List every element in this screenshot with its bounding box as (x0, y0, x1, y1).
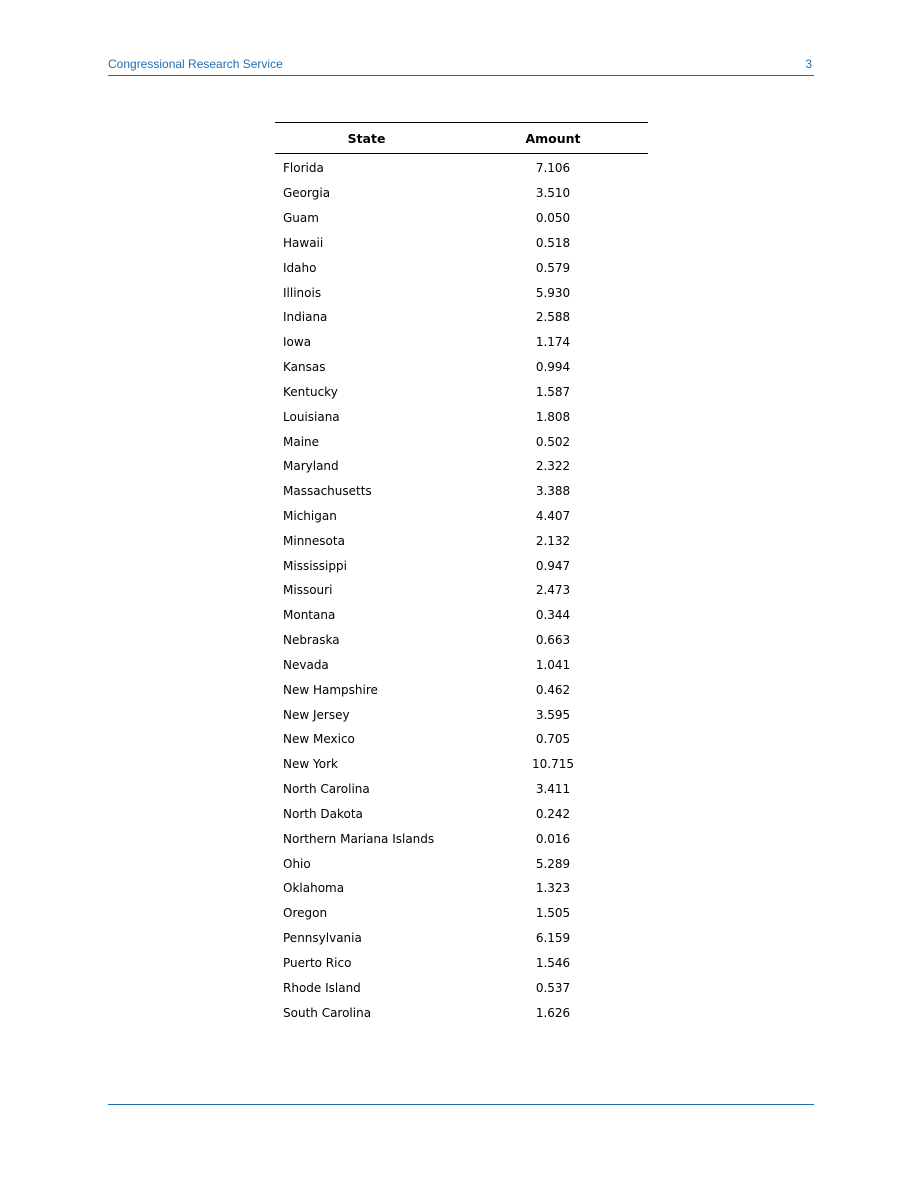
state-cell: Illinois (283, 285, 322, 300)
state-cell: New York (283, 757, 338, 772)
table-row (275, 677, 648, 702)
table-row (275, 752, 648, 777)
table-row (275, 504, 648, 529)
table-row (275, 379, 648, 404)
amount-cell: 3.510 (535, 186, 571, 201)
state-amount-table (275, 122, 648, 1025)
amount-cell: 2.588 (535, 310, 571, 325)
table-row (275, 951, 648, 976)
state-amount-table-container (275, 122, 648, 1025)
amount-cell: 0.663 (535, 633, 571, 648)
state-cell: Kentucky (283, 384, 338, 399)
state-cell: Maryland (283, 459, 339, 474)
state-cell: Ohio (283, 856, 311, 871)
table-row (275, 702, 648, 727)
state-cell: Maine (283, 434, 320, 449)
table-row (275, 181, 648, 206)
amount-cell: 0.994 (535, 360, 571, 375)
state-cell: Oregon (283, 906, 328, 921)
state-cell: Nebraska (283, 633, 340, 648)
amount-cell: 2.322 (535, 459, 571, 474)
amount-cell: 10.715 (532, 757, 574, 772)
table-body (275, 154, 648, 1025)
table-row (275, 230, 648, 255)
table-row (275, 280, 648, 305)
table-row (275, 206, 648, 231)
table-row (275, 578, 648, 603)
amount-cell: 7.106 (535, 161, 571, 176)
amount-cell: 2.473 (535, 583, 571, 598)
table-row (275, 553, 648, 578)
table-row (275, 901, 648, 926)
state-cell: Rhode Island (283, 980, 361, 995)
amount-cell: 0.050 (535, 211, 571, 226)
table-row (275, 628, 648, 653)
state-cell: Missouri (283, 583, 333, 598)
state-cell: Oklahoma (283, 881, 345, 896)
table-row (275, 777, 648, 802)
table-row (275, 255, 648, 280)
table-row (275, 975, 648, 1000)
amount-cell: 1.808 (535, 409, 571, 424)
amount-cell: 0.579 (535, 260, 571, 275)
amount-cell: 1.587 (535, 384, 571, 399)
table-row (275, 404, 648, 429)
state-cell: New Jersey (283, 707, 350, 722)
table-row (275, 355, 648, 380)
table-row (275, 1000, 648, 1025)
amount-cell: 1.041 (535, 657, 571, 672)
state-cell: Minnesota (283, 533, 345, 548)
amount-cell: 0.705 (535, 732, 571, 747)
page-header (108, 55, 814, 76)
amount-cell: 1.505 (535, 906, 571, 921)
amount-cell: 0.518 (535, 235, 571, 250)
state-cell: New Hampshire (283, 682, 378, 697)
state-cell: Idaho (283, 260, 317, 275)
table-row (275, 727, 648, 752)
amount-cell: 3.595 (535, 707, 571, 722)
amount-cell: 0.537 (535, 980, 571, 995)
table-row (275, 926, 648, 951)
state-cell: Nevada (283, 657, 329, 672)
state-cell: Mississippi (283, 558, 347, 573)
amount-cell: 0.947 (535, 558, 571, 573)
table-header-row (275, 123, 648, 154)
amount-cell: 1.174 (535, 335, 571, 350)
footer-rule (108, 1104, 814, 1105)
state-cell: Massachusetts (283, 484, 372, 499)
state-cell: Hawaii (283, 235, 324, 250)
amount-cell: 2.132 (535, 533, 571, 548)
amount-cell: 3.411 (535, 782, 571, 797)
state-cell: New Mexico (283, 732, 355, 747)
state-cell: Northern Mariana Islands (283, 831, 435, 846)
state-cell: Michigan (283, 509, 337, 523)
state-cell: South Carolina (283, 1005, 372, 1020)
table-row (275, 802, 648, 827)
amount-cell: 0.016 (535, 831, 571, 846)
state-cell: Guam (283, 211, 319, 226)
header-title: Congressional Research Service (108, 57, 283, 71)
page-number: 3 (805, 57, 812, 71)
amount-cell: 0.502 (535, 434, 571, 449)
amount-cell: 5.930 (535, 285, 571, 300)
amount-cell: 1.323 (535, 881, 571, 896)
amount-cell: 1.626 (535, 1005, 571, 1020)
amount-cell: 3.388 (535, 484, 571, 499)
table-row (275, 454, 648, 479)
amount-cell: 0.462 (535, 682, 571, 697)
state-cell: Pennsylvania (283, 931, 362, 946)
table-row (275, 528, 648, 553)
amount-cell: 6.159 (535, 931, 571, 946)
table-row (275, 876, 648, 901)
amount-cell: 0.344 (535, 608, 571, 623)
table-row (275, 851, 648, 876)
column-header-amount: Amount (458, 123, 648, 154)
state-cell: Florida (283, 161, 324, 176)
table-row (275, 429, 648, 454)
table-row (275, 479, 648, 504)
table-row (275, 305, 648, 330)
table-row (275, 154, 648, 181)
state-cell: Montana (283, 608, 336, 623)
state-cell: Indiana (283, 310, 328, 325)
state-cell: North Dakota (283, 806, 363, 821)
amount-cell: 0.242 (535, 806, 571, 821)
table-row (275, 653, 648, 678)
table-row (275, 330, 648, 355)
state-cell: Iowa (283, 335, 312, 350)
state-cell: Louisiana (283, 409, 340, 424)
amount-cell: 1.546 (535, 955, 571, 970)
state-cell: Puerto Rico (283, 955, 352, 970)
state-cell: Kansas (283, 360, 326, 375)
amount-cell: 5.289 (535, 856, 571, 871)
state-cell: Georgia (283, 186, 331, 201)
table-row (275, 826, 648, 851)
column-header-state: State (275, 123, 458, 154)
amount-cell: 4.407 (535, 509, 571, 523)
state-cell: North Carolina (283, 782, 370, 797)
table-row (275, 603, 648, 628)
